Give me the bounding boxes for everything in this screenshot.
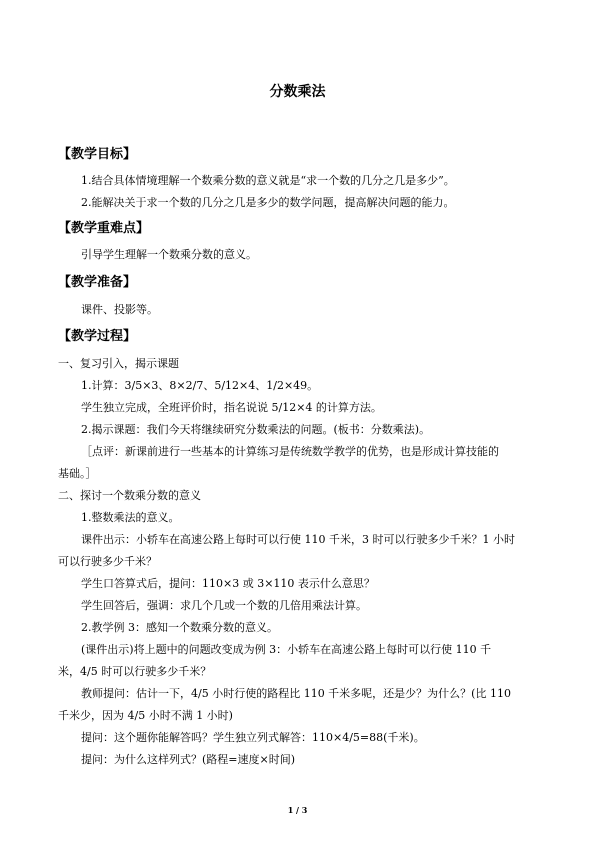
process-line: 1.计算：3/5×3、8×2/7、5/12×4、1/2×49。: [81, 379, 319, 392]
process-line: 1.整数乘法的意义。: [81, 511, 180, 524]
process-line: 千米少，因为 4/5 小时不满 1 小时): [58, 709, 233, 722]
process-line: 提问：这个题你能解答吗？学生独立列式解答：110×4/5=88(千米)。: [81, 731, 425, 744]
preparation-text: 课件、投影等。: [81, 303, 158, 316]
process-line: 学生回答后，强调：求几个几或一个数的几倍用乘法计算。: [81, 599, 367, 612]
key-points-text: 引导学生理解一个数乘分数的意义。: [81, 248, 257, 261]
process-line: ［点评：新课前进行一些基本的计算练习是传统数学教学的优势，也是形成计算技能的: [81, 445, 499, 458]
process-line: 课件出示：小轿车在高速公路上每时可以行使 110 千米，3 时可以行驶多少千米？1 小时: [81, 533, 515, 546]
process-line: 教师提问：估计一下，4/5 小时行使的路程比 110 千米多呢，还是少？为什么？(比 110: [81, 687, 511, 700]
process-line: (课件出示)将上题中的问题改变成为例 3：小轿车在高速公路上每时可以行使 110 千: [81, 643, 492, 656]
process-line: 米，4/5 时可以行驶多少千米？: [58, 665, 212, 678]
page-title: 分数乘法: [269, 84, 326, 100]
goal-line: 2.能解决关于求一个数的几分之几是多少的数学问题，提高解决问题的能力。: [81, 196, 455, 209]
process-line: 一、复习引入，揭示课题: [58, 357, 179, 370]
process-line: 学生口答算式后，提问：110×3 或 3×110 表示什么意思？: [81, 577, 375, 590]
process-line: 可以行驶多少千米？: [58, 555, 157, 568]
heading-key-points: 【教学重难点】: [58, 221, 150, 236]
page-number: 1 / 3: [287, 805, 308, 815]
process-line: 2.揭示课题：我们今天将继续研究分数乘法的问题。(板书：分数乘法)。: [81, 423, 431, 436]
process-line: 基础。］: [58, 467, 97, 480]
process-line: 提问：为什么这样列式？(路程=速度×时间): [81, 753, 296, 766]
process-line: 二、探讨一个数乘分数的意义: [58, 489, 201, 502]
process-line: 2.教学例 3：感知一个数乘分数的意义。: [81, 621, 278, 634]
process-line: 学生独立完成，全班评价时，指名说说 5/12×4 的计算方法。: [81, 401, 382, 414]
goal-line: 1.结合具体情境理解一个数乘分数的意义就是“求一个数的几分之几是多少”。: [81, 174, 455, 187]
heading-process: 【教学过程】: [58, 329, 137, 344]
heading-goals: 【教学目标】: [58, 147, 137, 162]
heading-preparation: 【教学准备】: [58, 275, 137, 290]
